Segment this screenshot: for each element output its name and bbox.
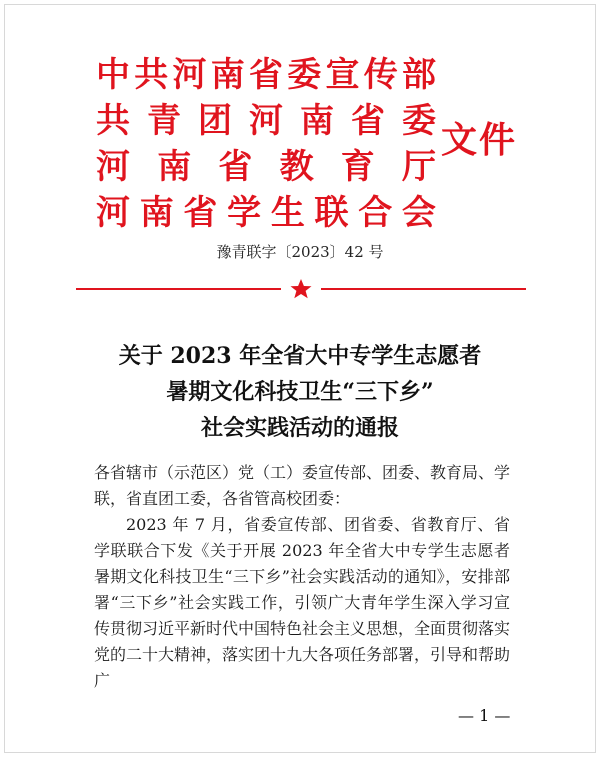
org-char: 省	[183, 193, 218, 233]
org-char: 南	[139, 193, 174, 233]
org-char: 宣	[325, 55, 360, 95]
org-char: 厅	[401, 147, 436, 187]
org-char: 会	[401, 193, 436, 233]
org-char: 中	[96, 55, 130, 95]
org-char: 省	[218, 147, 253, 187]
document-body	[94, 460, 510, 694]
org-char: 省	[249, 55, 283, 95]
document-number: 豫青联字〔2023〕42 号	[216, 243, 384, 261]
org-char: 委	[287, 55, 322, 95]
org-char: 河	[172, 55, 207, 95]
org-line-4	[96, 190, 436, 236]
org-line-2	[96, 98, 436, 144]
title-line-2: 暑期文化科技卫生“三下乡”	[166, 379, 434, 405]
org-char: 部	[402, 55, 436, 95]
salutation: 各省辖市（示范区）党（工）委宣传部、团委、教育局、学联，省直团工委，各省管高校团委：	[94, 463, 511, 508]
org-line-3	[96, 144, 436, 190]
org-char: 河	[96, 147, 130, 187]
org-char: 合	[358, 193, 393, 233]
org-char: 南	[300, 101, 334, 141]
org-char: 育	[340, 147, 375, 187]
divider-star-icon	[291, 279, 312, 298]
org-char: 传	[363, 55, 398, 95]
org-line-1	[96, 52, 436, 98]
org-char: 河	[96, 193, 130, 233]
red-divider	[76, 278, 526, 300]
org-char: 南	[157, 147, 192, 187]
org-char: 南	[210, 55, 245, 95]
org-char: 团	[198, 101, 232, 141]
org-char: 生	[270, 193, 305, 233]
body-paragraph-1: 2023 年 7 月，省委宣传部、团省委、省教育厅、省学联联合下发《关于开展 2023 年全省大中专学生志愿者暑期文化科技卫生“三下乡”社会实践活动的通知》，安排部署“三下乡”社会实践工作，引领广大青年学生深入学习宣传贯彻习近平新时代中国特色社会主义思想，全面贯彻落实党的二十大精神，落实团十九大各项任务部署，引导和帮助广	[94, 515, 511, 690]
page-number: — 1 —	[458, 706, 511, 725]
org-char: 青	[147, 101, 181, 141]
org-char: 河	[249, 101, 283, 141]
org-char: 共	[96, 101, 130, 141]
org-char: 学	[227, 193, 262, 233]
org-char: 共	[134, 55, 169, 95]
org-char: 省	[351, 101, 385, 141]
org-char: 教	[279, 147, 314, 187]
document-type-label: 文件	[441, 120, 518, 161]
org-char: 联	[314, 193, 349, 233]
title-line-3: 社会实践活动的通报	[200, 415, 399, 441]
document-title	[0, 338, 600, 446]
issuing-organizations	[96, 52, 436, 236]
org-char: 委	[402, 101, 436, 141]
title-line-1: 关于 2023 年全省大中专学生志愿者	[118, 343, 482, 369]
